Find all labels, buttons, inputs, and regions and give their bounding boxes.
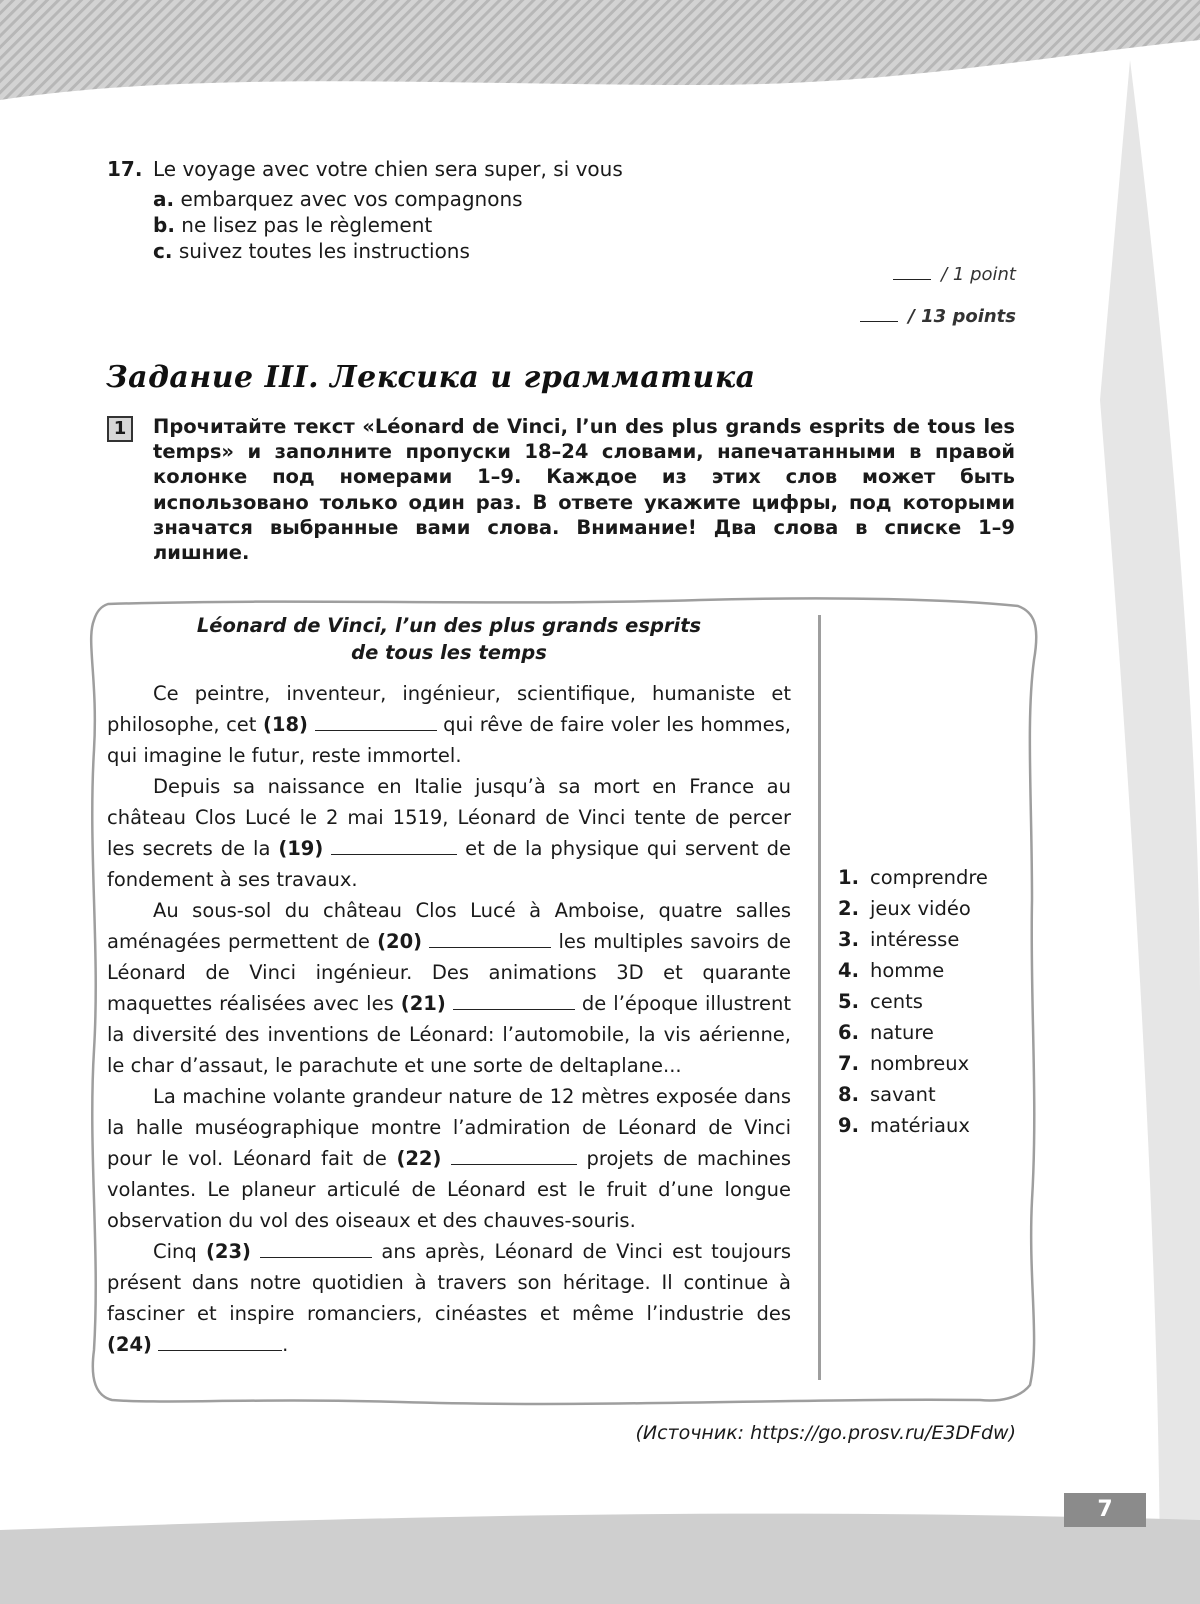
task-number-badge: 1 (107, 416, 133, 442)
article-title (107, 612, 791, 666)
score-blank[interactable] (860, 321, 898, 322)
article-paragraph (107, 678, 791, 771)
gap-blank-18[interactable] (315, 712, 437, 731)
word-text: comprendre (870, 866, 988, 889)
gap-number-20: (20) (377, 930, 423, 953)
page-number: 7 (1064, 1493, 1146, 1527)
word-number: 1. (838, 866, 859, 889)
section-title: Задание III. Лексика и грамматика (106, 360, 756, 395)
gap-blank-21[interactable] (453, 991, 575, 1010)
word-number: 8. (838, 1083, 859, 1106)
option-b[interactable] (153, 212, 432, 238)
text-run: de l’époque illustrent la diversité des inventions de Léonard: l’automobile, la vis aérienne, le char d’assaut, le parachute et une sorte de deltaplane... (107, 992, 792, 1077)
bottom-band (0, 1514, 1200, 1604)
word-list (838, 862, 988, 1141)
word-list-item (838, 1048, 988, 1079)
option-letter: c. (153, 239, 173, 263)
text-run: Ce peintre, inventeur, ingénieur, scientifique, humaniste et philosophe, cet (107, 682, 791, 736)
column-divider (818, 615, 821, 1380)
question-number: 17. (107, 157, 143, 181)
option-text: suivez toutes les instructions (178, 239, 470, 263)
question-stem: Le voyage avec votre chien sera super, si vous (153, 157, 623, 181)
article-paragraph (107, 895, 791, 1081)
text-run: Au sous-sol du château Clos Lucé à Amboise, quatre salles aménagées permettent de (107, 899, 791, 953)
gap-blank-22[interactable] (451, 1146, 577, 1165)
page-curl (1100, 60, 1200, 1604)
gap-number-24: (24) (107, 1333, 152, 1356)
word-text: cents (870, 990, 923, 1013)
text-run: les multiples savoirs de Léonard de Vinci ingénieur. Des animations 3D et quarante maquettes réalisées avec les (107, 930, 791, 1015)
word-list-item (838, 924, 988, 955)
task-instructions: Прочитайте текст «Léonard de Vinci, l’un des plus grands esprits de tous les temps» и заполните пропуски 18–24 словами, напечатанными в правой колонке под номерами 1–9. Каждое из этих слов может быть использовано только один раз. В ответе укажите цифры, под которыми значатся выбранные вами слова. Внимание! Два слова в списке 1–9 лишние. (153, 415, 1015, 565)
text-run: qui rêve de faire voler les hommes, qui imagine le futur, reste immortel. (107, 713, 791, 767)
gap-blank-24[interactable] (158, 1332, 282, 1351)
option-text: ne lisez pas le règlement (181, 213, 433, 237)
article-body (107, 678, 791, 1360)
total-score (860, 306, 1016, 327)
word-list-item (838, 862, 988, 893)
gap-blank-20[interactable] (429, 929, 551, 948)
article-title-line: Léonard de Vinci, l’un des plus grands esprits (196, 614, 702, 637)
article-title-line: de tous les temps (351, 641, 547, 664)
article-paragraph (107, 771, 791, 895)
word-text: matériaux (870, 1114, 970, 1137)
score-blank[interactable] (893, 279, 931, 280)
word-list-item (838, 955, 988, 986)
gap-number-22: (22) (396, 1147, 442, 1170)
word-number: 9. (838, 1114, 859, 1137)
word-text: nombreux (870, 1052, 970, 1075)
text-run: projets de machines volantes. Le planeur articulé de Léonard est le fruit d’une longue observation du vol des oiseaux et des chauves-souris. (107, 1147, 791, 1232)
text-run: La machine volante grandeur nature de 12 mètres exposée dans la halle muséographique montre l’admiration de Léonard de Vinci pour le vol. Léonard fait de (107, 1085, 791, 1170)
option-letter: a. (153, 187, 175, 211)
option-c[interactable] (153, 238, 470, 264)
gap-blank-19[interactable] (331, 836, 457, 855)
option-text: embarquez avec vos compagnons (180, 187, 523, 211)
word-text: savant (870, 1083, 936, 1106)
word-text: jeux vidéo (870, 897, 971, 920)
word-number: 5. (838, 990, 859, 1013)
word-list-item (838, 893, 988, 924)
text-run: . (282, 1333, 289, 1356)
article-paragraph (107, 1081, 791, 1236)
gap-blank-23[interactable] (260, 1239, 372, 1258)
article-paragraph (107, 1236, 791, 1360)
word-number: 6. (838, 1021, 859, 1044)
word-number: 7. (838, 1052, 859, 1075)
option-letter: b. (153, 213, 175, 237)
word-list-item (838, 1017, 988, 1048)
total-score-label: / 13 points (908, 306, 1016, 327)
top-stripe-band (0, 0, 1200, 100)
word-text: nature (870, 1021, 934, 1044)
word-number: 2. (838, 897, 859, 920)
gap-number-18: (18) (263, 713, 308, 736)
word-list-item (838, 986, 988, 1017)
source-citation: (Источник: https://go.prosv.ru/E3DFdw) (635, 1422, 1016, 1444)
gap-number-23: (23) (205, 1240, 251, 1263)
text-run: et de la physique qui servent de fondement à ses travaux. (107, 837, 791, 891)
word-number: 3. (838, 928, 859, 951)
text-run: ans après, Léonard de Vinci est toujours présent dans notre quotidien à travers son héritage. Il continue à fasciner et inspire romanciers, cinéastes et même l’industrie des (107, 1240, 792, 1325)
word-text: intéresse (870, 928, 960, 951)
word-list-item (838, 1079, 988, 1110)
gap-number-21: (21) (400, 992, 446, 1015)
gap-number-19: (19) (278, 837, 324, 860)
word-number: 4. (838, 959, 859, 982)
text-run: Cinq (153, 1240, 206, 1263)
word-text: homme (870, 959, 945, 982)
question-score-label: / 1 point (941, 264, 1016, 285)
option-a[interactable] (153, 186, 523, 212)
text-run: Depuis sa naissance en Italie jusqu’à sa mort en France au château Clos Lucé le 2 mai 1519, Léonard de Vinci tente de percer les secrets de la (107, 775, 791, 860)
word-list-item (838, 1110, 988, 1141)
question-score (893, 264, 1016, 285)
